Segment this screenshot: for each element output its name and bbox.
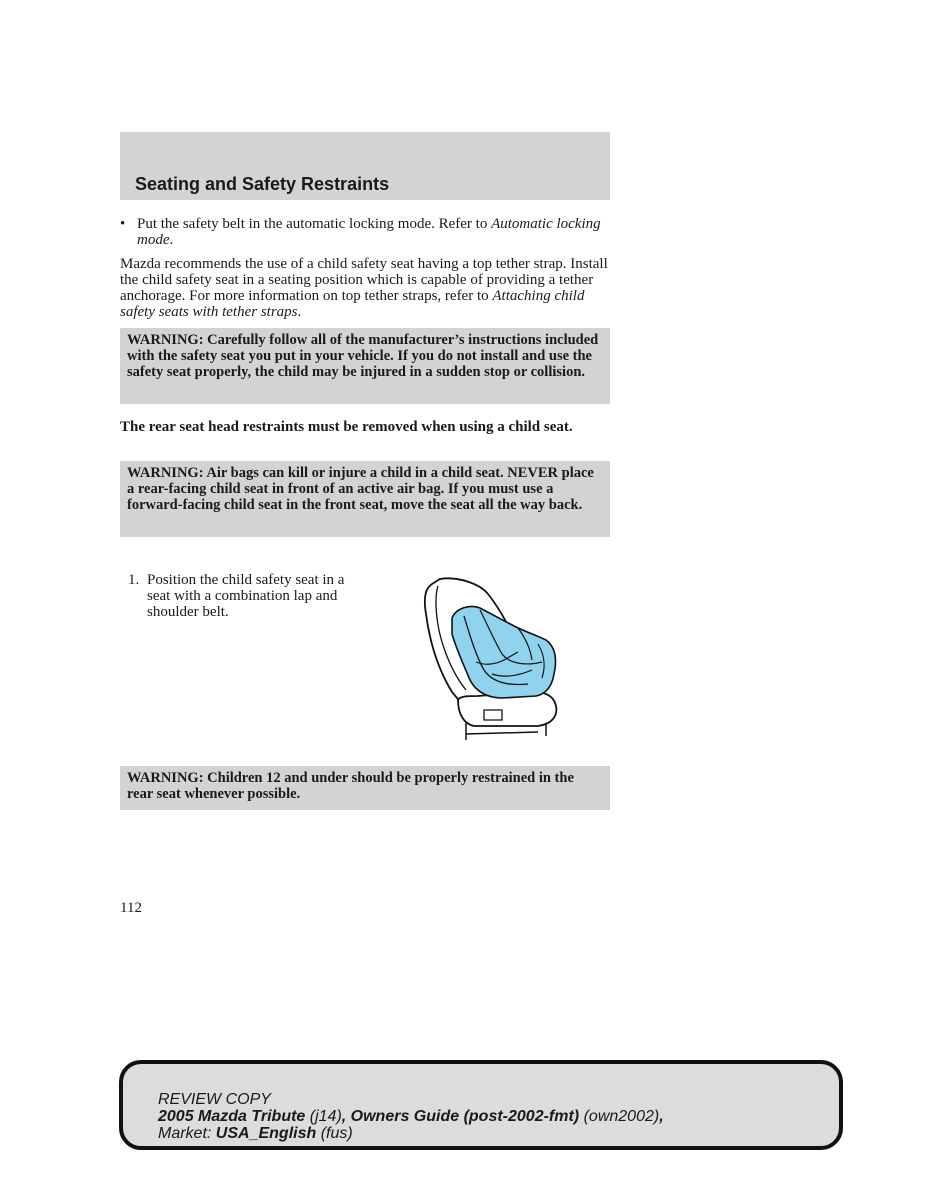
footer-market-label: Market: bbox=[158, 1125, 216, 1142]
bullet-text-main: Put the safety belt in the automatic locking mode. Refer to bbox=[137, 216, 492, 232]
bullet-item bbox=[120, 216, 610, 248]
footer-guide-name: , Owners Guide (post-2002-fmt) bbox=[341, 1108, 580, 1125]
bullet-dot: • bbox=[120, 216, 126, 232]
footer-guide-code: (own2002) bbox=[579, 1108, 660, 1125]
footer-market-value: USA_English bbox=[215, 1125, 317, 1142]
head-restraint-note: The rear seat head restraints must be removed when using a child seat. bbox=[120, 419, 573, 435]
step-number: 1. bbox=[128, 572, 140, 588]
warning-box-children-12: WARNING: Children 12 and under should be properly restrained in the rear seat whenever possible. bbox=[120, 766, 610, 810]
page-number: 112 bbox=[120, 900, 142, 916]
tether-paragraph-end: . bbox=[297, 304, 302, 320]
footer-comma: , bbox=[659, 1108, 664, 1125]
tether-paragraph bbox=[120, 256, 610, 320]
footer-text bbox=[158, 1091, 664, 1142]
step-text: Position the child safety seat in a seat with a combination lap and shoulder belt. bbox=[147, 572, 345, 620]
section-header-bar bbox=[120, 132, 610, 200]
review-copy-footer bbox=[119, 1060, 843, 1150]
footer-review-copy: REVIEW COPY bbox=[158, 1091, 271, 1108]
footer-market-line bbox=[158, 1125, 664, 1142]
footer-title-line bbox=[158, 1108, 664, 1125]
automatic-locking-mode-ref: Automatic locking mode bbox=[137, 216, 601, 248]
tether-straps-ref: Attaching child safety seats with tether straps bbox=[120, 288, 585, 320]
warning-box-manufacturer: WARNING: Carefully follow all of the manufacturer’s instructions included with the safety seat you put in your vehicle. If you do not install and use the safety seat properly, the child may be injured in a sudden stop or collision. bbox=[120, 328, 610, 404]
page-title: Seating and Safety Restraints bbox=[135, 174, 390, 194]
footer-model: 2005 Mazda Tribute bbox=[158, 1108, 306, 1125]
bullet-text-end: . bbox=[169, 232, 174, 248]
child-seat-illustration-icon bbox=[418, 574, 563, 746]
step-1 bbox=[128, 572, 368, 620]
footer-model-code: (j14) bbox=[305, 1108, 342, 1125]
warning-box-air-bags: WARNING: Air bags can kill or injure a child in a child seat. NEVER place a rear-facing child seat in front of an active air bag. If you must use a forward-facing child seat in the front seat, move the seat all the way back. bbox=[120, 461, 610, 537]
tether-paragraph-text: Mazda recommends the use of a child safety seat having a top tether strap. Install the child safety seat in a seating position which is capable of providing a tether anchorage. For more information on top tether straps, refer to bbox=[120, 256, 608, 304]
footer-market-code: (fus) bbox=[316, 1125, 353, 1142]
bullet-text bbox=[120, 216, 610, 248]
